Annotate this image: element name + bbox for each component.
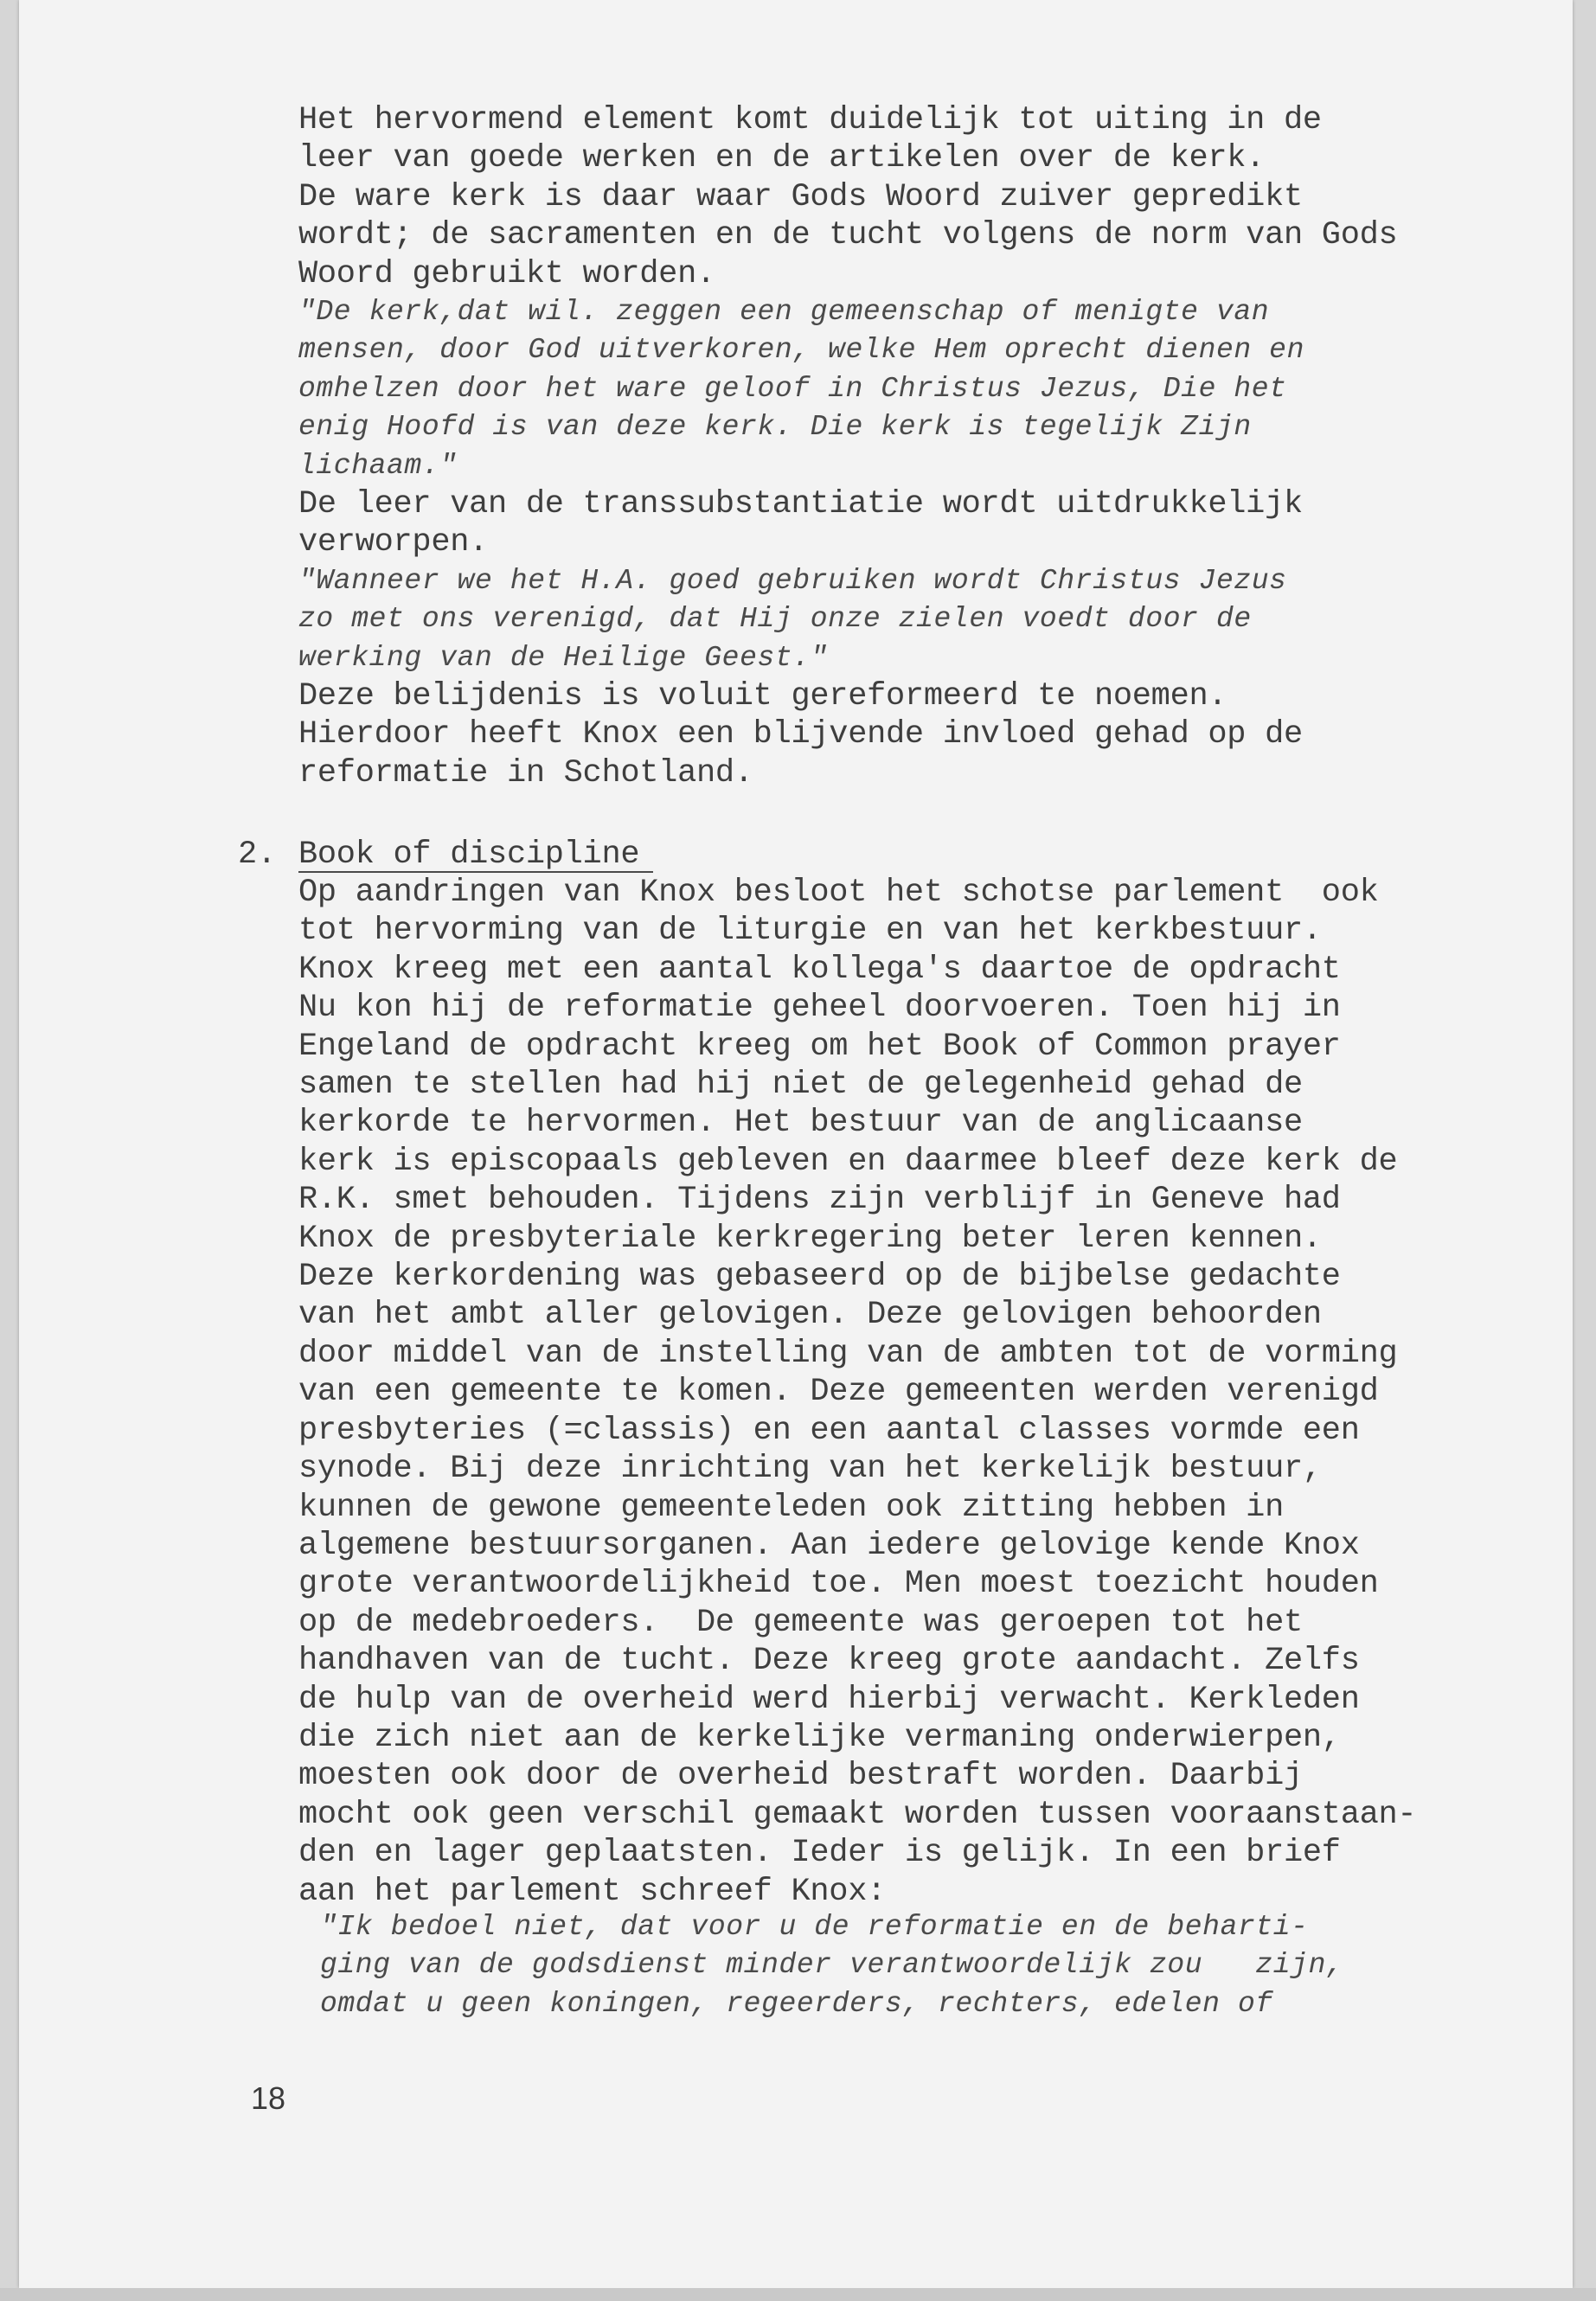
quote-line: omhelzen door het ware geloof in Christus Jezus, Die het	[298, 372, 1287, 405]
text-line: Op aandringen van Knox besloot het schotse parlement ook	[298, 875, 1379, 911]
quote-line: "Ik bedoel niet, dat voor u de reformatie en de beharti-	[320, 1911, 1309, 1943]
text-line: wordt; de sacramenten en de tucht volgens de norm van Gods	[298, 217, 1398, 254]
paragraph-transsubstantiation	[298, 485, 1492, 562]
quote-line: ging van de godsdienst minder verantwoordelijk zou zijn,	[320, 1949, 1344, 1982]
text-line: de hulp van de overheid werd hierbij verwacht. Kerkleden	[298, 1681, 1360, 1718]
text-line: tot hervorming van de liturgie en van het kerkbestuur.	[298, 913, 1322, 950]
text-line: presbyteries (=classis) en een aantal classes vormde een	[298, 1412, 1360, 1449]
quote-line: "De kerk,dat wil. zeggen een gemeenschap of menigte van	[298, 296, 1270, 328]
text-line: Knox kreeg met een aantal kollega's daartoe de opdracht	[298, 951, 1341, 988]
text-line: Deze kerkordening was gebaseerd op de bijbelse gedachte	[298, 1259, 1341, 1296]
text-line: samen te stellen had hij niet de gelegenheid gehad de	[298, 1067, 1303, 1104]
section-heading: Book of discipline	[298, 836, 640, 873]
quote-line: zo met ons verenigd, dat Hij onze zielen voedt door de	[298, 603, 1252, 636]
quote-line: enig Hoofd is van deze kerk. Die kerk is tegelijk Zijn	[298, 411, 1252, 444]
text-line: Het hervormend element komt duidelijk tot uiting in de	[298, 102, 1322, 138]
text-line: reformatie in Schotland.	[298, 754, 753, 792]
text-line: aan het parlement schreef Knox:	[298, 1873, 887, 1910]
text-line: grote verantwoordelijkheid toe. Men moest toezicht houden	[298, 1566, 1379, 1603]
text-line: den en lager geplaatsten. Ieder is gelijk. In een brief	[298, 1835, 1341, 1872]
paragraph-confession-summary	[298, 677, 1492, 792]
text-line: Knox de presbyteriale kerkregering beter leren kennen.	[298, 1220, 1322, 1257]
text-line: De leer van de transsubstantiatie wordt uitdrukkelijk	[298, 486, 1303, 522]
scan-bottom-edge	[0, 2288, 1596, 2301]
quote-line: mensen, door God uitverkoren, welke Hem oprecht dienen en	[298, 334, 1304, 367]
quote-church-definition	[298, 293, 1492, 485]
text-line: mocht ook geen verschil gemaakt worden tussen vooraanstaan-	[298, 1796, 1417, 1833]
paragraph-church-articles	[298, 101, 1492, 293]
quote-line: omdat u geen koningen, regeerders, rechters, edelen of	[320, 1987, 1273, 2020]
paragraph-book-of-discipline	[298, 874, 1492, 1911]
text-line: leer van goede werken en de artikelen over de kerk.	[298, 140, 1266, 177]
text-line: van een gemeente te komen. Deze gemeenten werden verenigd	[298, 1374, 1379, 1411]
text-line: synode. Bij deze inrichting van het kerkelijk bestuur,	[298, 1451, 1322, 1488]
text-line: Engeland de opdracht kreeg om het Book of Common prayer	[298, 1028, 1341, 1065]
text-line: kerk is episcopaals gebleven en daarmee bleef deze kerk de	[298, 1143, 1398, 1180]
section-number: 2.	[238, 836, 277, 873]
text-line: van het ambt aller gelovigen. Deze gelovigen behoorden	[298, 1297, 1322, 1334]
text-line: algemene bestuursorganen. Aan iedere gelovige kende Knox	[298, 1527, 1360, 1564]
heading-underline	[298, 871, 653, 873]
text-line: Hierdoor heeft Knox een blijvende invloed gehad op de	[298, 716, 1303, 753]
quote-line: werking van de Heilige Geest."	[298, 641, 829, 674]
text-line: R.K. smet behouden. Tijdens zijn verblijf in Geneve had	[298, 1182, 1341, 1219]
quote-line: "Wanneer we het H.A. goed gebruiken wordt Christus Jezus	[298, 565, 1287, 597]
text-line: die zich niet aan de kerkelijke vermaning onderwierpen,	[298, 1719, 1341, 1756]
text-line: Deze belijdenis is voluit gereformeerd te noemen.	[298, 678, 1227, 715]
text-line: Woord gebruikt worden.	[298, 255, 715, 292]
text-line: verworpen.	[298, 524, 489, 561]
text-line: kerkorde te hervormen. Het bestuur van de anglicaanse	[298, 1105, 1303, 1142]
quote-line: lichaam."	[298, 449, 458, 482]
text-line: handhaven van de tucht. Deze kreeg grote aandacht. Zelfs	[298, 1643, 1360, 1680]
text-line: Nu kon hij de reformatie geheel doorvoeren. Toen hij in	[298, 990, 1341, 1027]
text-line: De ware kerk is daar waar Gods Woord zuiver gepredikt	[298, 178, 1303, 215]
page-number: 18	[251, 2080, 286, 2116]
quote-letter-to-parliament	[320, 1908, 1514, 2023]
text-line: door middel van de instelling van de ambten tot de vorming	[298, 1335, 1398, 1372]
text-line: moesten ook door de overheid bestraft worden. Daarbij	[298, 1758, 1303, 1795]
quote-lords-supper	[298, 562, 1492, 677]
text-line: op de medebroeders. De gemeente was geroepen tot het	[298, 1604, 1303, 1641]
text-line: kunnen de gewone gemeenteleden ook zitting hebben in	[298, 1489, 1284, 1526]
